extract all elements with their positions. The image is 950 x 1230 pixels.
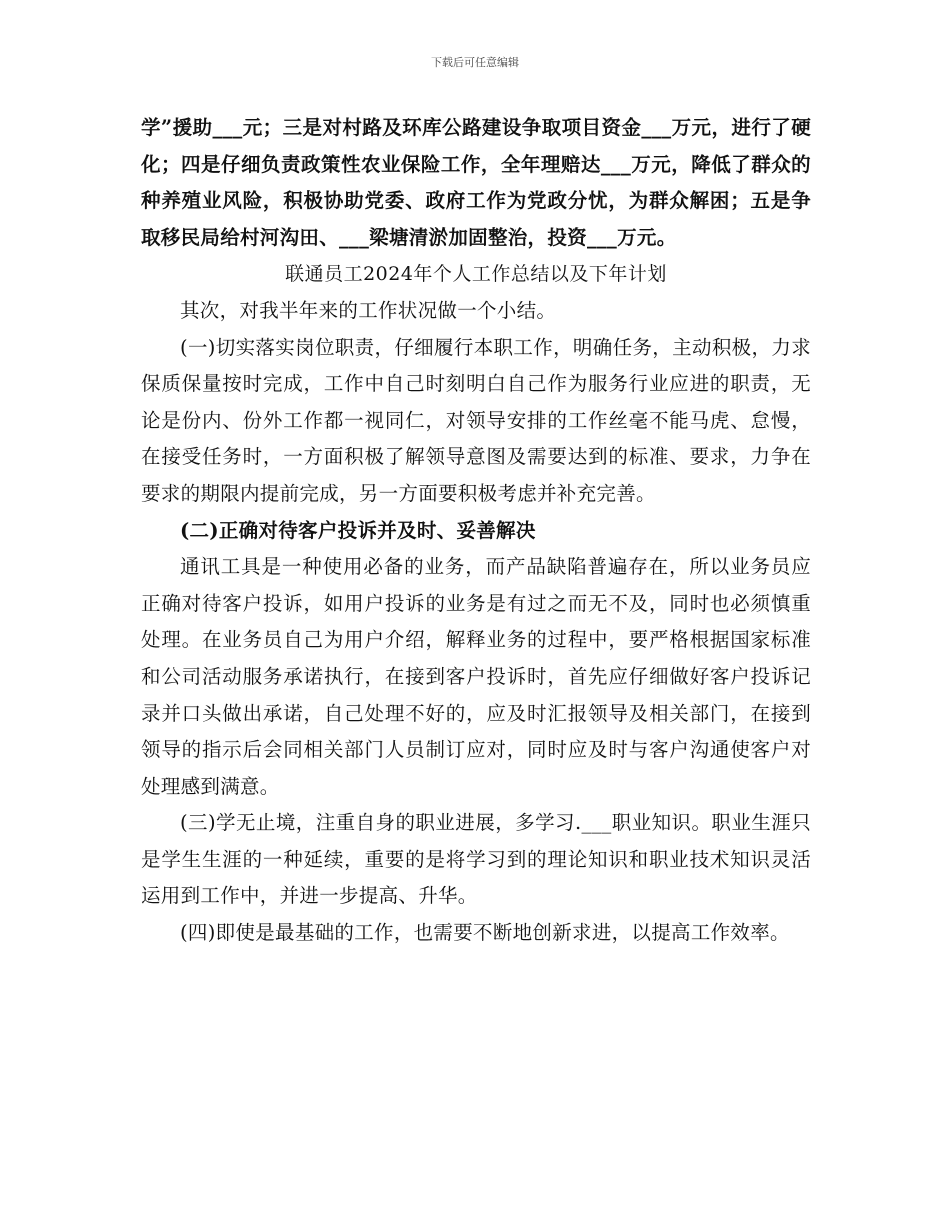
paragraph-section-3: (三)学无止境，注重自身的职业进展，多学习.___职业知识。职业生涯只是学生生涯的一种延续，重要的是将学习到的理论知识和职业技术知识灵活运用到工作中，并进一步提高、升华。 (141, 811, 811, 908)
section-heading-2: (二)正确对待客户投诉并及时、妥善解决 (180, 518, 536, 542)
paragraph-summary-intro: 其次，对我半年来的工作状况做一个小结。 (180, 298, 557, 322)
paragraph-section-2: 通讯工具是一种使用必备的业务，而产品缺陷普遍存在，所以业务员应正确对待客户投诉，如用户投诉的业务是有过之而无不及，同时也必须慎重处理。在业务员自己为用户介绍，解释业务的过程中，要严格根据国家标准和公司活动服务承诺执行，在接到客户投诉时，首先应仔细做好客户投诉记录并口头做出承诺，自己处理不好的，应及时汇报领导及相关部门，在接到领导的指示后会同相关部门人员制订应对，同时应及时与客户沟通使客户对处理感到满意。 (141, 555, 811, 798)
intro-paragraph: 学”援助___元；三是对村路及环库公路建设争取项目资金___万元，进行了硬化；四是仔细负责政策性农业保险工作，全年理赔达___万元，降低了群众的种养殖业风险，积极协助党委、政府工作为党政分忧，为群众解困；五是争取移民局给村河沟田、___梁塘清淤加固整治，投资___万元。 (141, 116, 811, 249)
document-title: 联通员工2024年个人工作总结以及下年计划 (285, 263, 667, 286)
page-header-note: 下载后可任意编辑 (431, 56, 519, 69)
paragraph-section-4: (四)即使是最基础的工作，也需要不断地创新求进，以提高工作效率。 (180, 921, 790, 945)
paragraph-section-1: (一)切实落实岗位职责，仔细履行本职工作，明确任务，主动积极，力求保质保量按时完成，工作中自己时刻明白自己作为服务行业应进的职责，无论是份内、份外工作都一视同仁，对领导安排的工作丝毫不能马虎、怠慢，在接受任务时，一方面积极了解领导意图及需要达到的标准、要求，力争在要求的期限内提前完成，另一方面要积极考虑并补充完善。 (141, 335, 811, 505)
document-body (141, 110, 811, 952)
